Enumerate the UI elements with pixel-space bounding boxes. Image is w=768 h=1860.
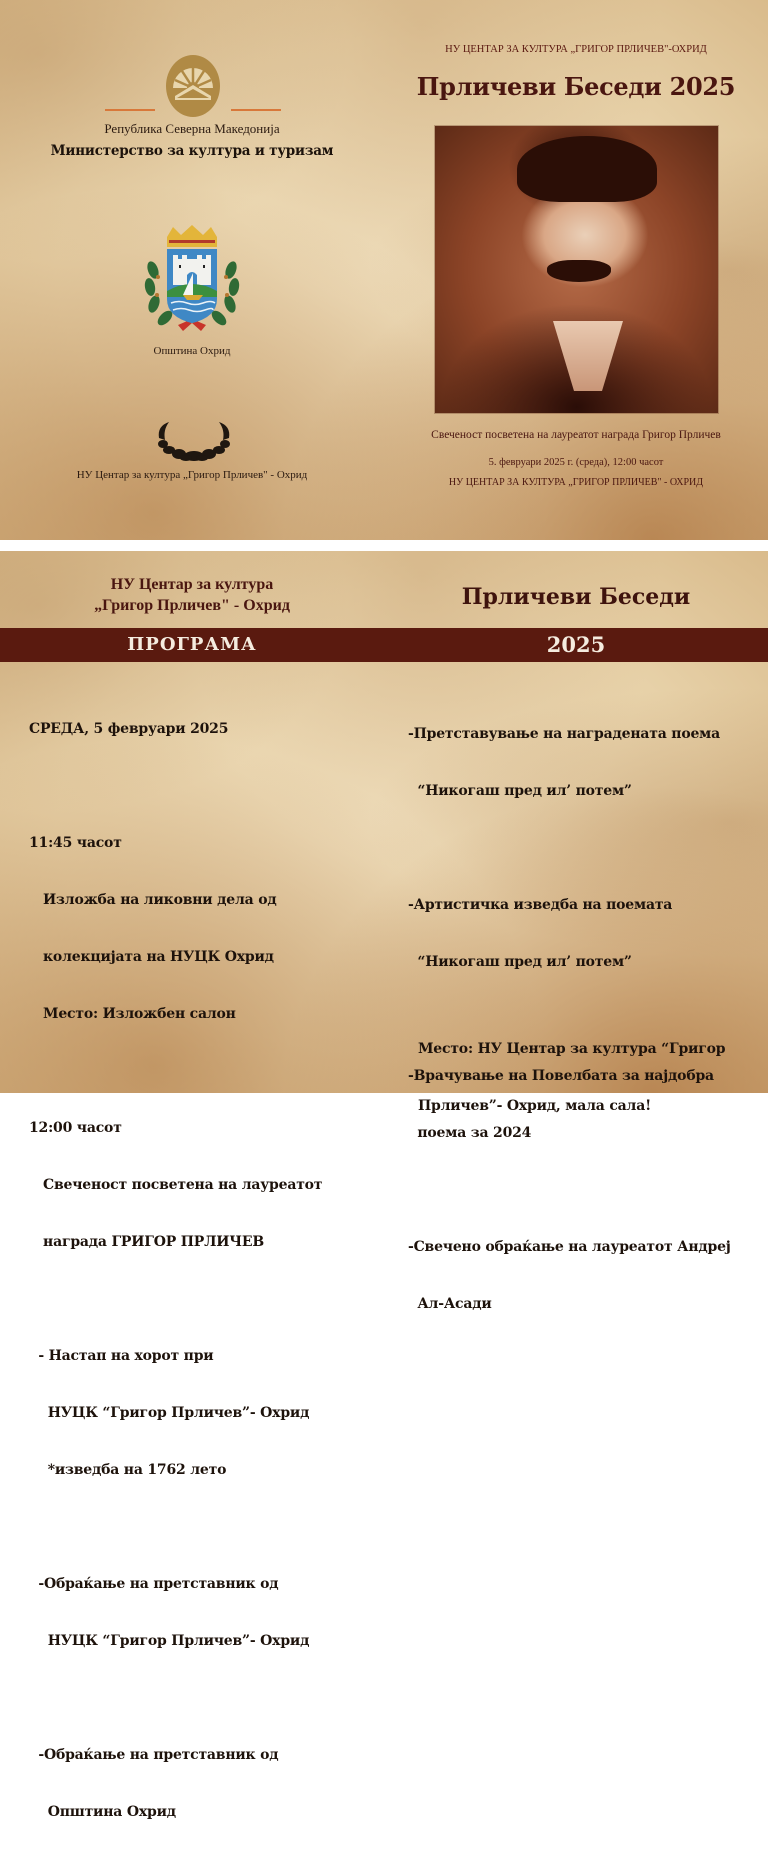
organizer-line-1: НУ Центар за култура: [110, 576, 274, 593]
organizer-block: [0, 574, 384, 616]
ceremony-description: Свеченост посветена на лауреатот награда Григор Прличев: [431, 429, 721, 441]
program-line: [29, 1689, 322, 1708]
ohrid-coat-of-arms-icon: [143, 225, 241, 335]
program-line: СРЕДА, 5 февруари 2025: [29, 721, 229, 737]
municipality-label: Општина Охрид: [153, 345, 231, 357]
program-line: -Свечено обраќање на лауреатот Андреј: [408, 1239, 731, 1255]
program-line: Свеченост посветена на лауреатот: [29, 1177, 323, 1193]
program-line: “Никогаш пред ил’ потем”: [408, 954, 632, 970]
program-line: НУЦК “Григор Прличев”- Охрид: [29, 1405, 310, 1421]
program-line: [29, 1518, 322, 1537]
program-header-bar: [0, 628, 768, 662]
program-line: *изведба на 1762 лето: [29, 1462, 227, 1478]
program-line: [408, 839, 731, 858]
program-title: Прличеви Беседи: [461, 584, 691, 610]
program-line: -Претставување на наградената поема: [408, 726, 720, 742]
program-line: Општина Охрид: [29, 1804, 176, 1820]
program-schedule-left: [29, 682, 322, 1860]
portrait-image: [435, 126, 718, 413]
program-line: - Настап на хорот при: [29, 1348, 214, 1364]
decorative-rule-left: [105, 109, 155, 111]
institution-header: НУ ЦЕНТАР ЗА КУЛТУРА „ГРИГОР ПРЛИЧЕВ"-ОХРИД: [445, 44, 707, 55]
institution-footer: НУ ЦЕНТАР ЗА КУЛТУРА „ГРИГОР ПРЛИЧЕВ" - ОХРИД: [448, 477, 704, 488]
laurel-wreath-icon: [155, 420, 233, 462]
ministry-label: Министерство за култура и туризам: [50, 143, 334, 159]
program-time: 12:00 часот: [29, 1120, 122, 1136]
republic-label: Република Северна Македонија: [104, 121, 280, 136]
program-line: [408, 1181, 731, 1200]
program-line: [29, 1290, 322, 1309]
venue-line-1: Место: НУ Центар за култура “Григор: [418, 1041, 726, 1057]
program-line: поема за 2024: [408, 1125, 532, 1141]
program-line: [29, 777, 322, 796]
portrait-hair-shape: [517, 136, 657, 202]
program-line: НУЦК “Григор Прличев”- Охрид: [29, 1633, 310, 1649]
program-line: Ал-Асади: [408, 1296, 492, 1312]
venue-note: [418, 1002, 725, 1154]
organizer-line-2: „Григор Прличев" - Охрид: [94, 597, 290, 614]
portrait-mustache-shape: [547, 260, 611, 282]
portrait-collar-shape: [553, 321, 623, 391]
program-year: 2025: [546, 632, 606, 657]
program-line: Место: Изложбен салон: [29, 1006, 236, 1022]
event-datetime: 5. февруари 2025 г. (среда), 12:00 часот: [488, 457, 664, 468]
program-panel: [0, 551, 768, 1820]
program-line: награда ГРИГОР ПРЛИЧЕВ: [29, 1234, 264, 1250]
decorative-rule-right: [231, 109, 281, 111]
program-label: ПРОГРАМА: [127, 634, 257, 655]
program-line: -Врачување на Повелбата за најдобра: [408, 1068, 714, 1084]
state-emblem-icon: [163, 52, 223, 118]
program-line: -Артистичка изведба на поемата: [408, 897, 673, 913]
program-line: колекцијата на НУЦК Охрид: [29, 949, 274, 965]
invitation-front-panel: [0, 0, 768, 540]
program-time: 11:45 часот: [29, 835, 122, 851]
venue-line-2: Прличев”- Охрид, мала сала!: [418, 1098, 652, 1114]
event-title: Прличеви Беседи 2025: [416, 72, 736, 101]
program-line: Изложба на ликовни дела од: [29, 892, 277, 908]
program-line: “Никогаш пред ил’ потем”: [408, 783, 632, 799]
program-line: -Обраќање на претставник од: [29, 1747, 279, 1763]
program-line: -Обраќање на претставник од: [29, 1576, 279, 1592]
institution-label: НУ Центар за култура „Григор Прличев" - Охрид: [76, 469, 308, 481]
program-line: [29, 1062, 322, 1081]
